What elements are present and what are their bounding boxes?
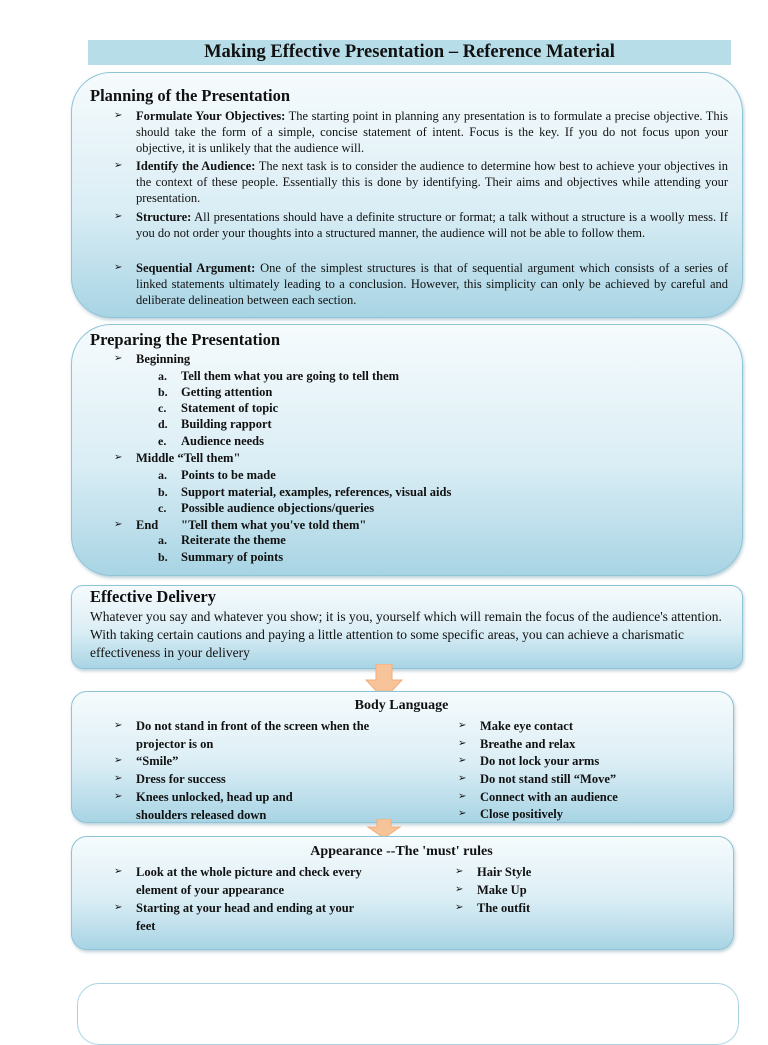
bullet-arrow-icon: ➢ <box>114 160 123 171</box>
bullet-arrow-icon: ➢ <box>114 866 123 877</box>
beginning-label: Beginning <box>136 352 191 366</box>
body-left-item: Do not stand in front of the screen when the projector is on <box>136 719 370 751</box>
bullet-arrow-icon: ➢ <box>455 902 464 913</box>
bullet-arrow-icon: ➢ <box>114 720 123 731</box>
list-letter: c. <box>158 501 167 515</box>
list-item: Support material, examples, references, visual aids <box>181 485 452 499</box>
list-letter: c. <box>158 401 167 415</box>
list-item: Building rapport <box>181 417 272 431</box>
planning-heading: Planning of the Presentation <box>90 86 290 105</box>
planning-item-sequential <box>136 260 728 308</box>
list-letter: a. <box>158 468 167 482</box>
delivery-heading: Effective Delivery <box>90 587 216 606</box>
list-item: Tell them what you are going to tell them <box>181 369 400 383</box>
bullet-arrow-icon: ➢ <box>114 110 123 121</box>
end-quote: "Tell them what you've told them" <box>181 518 367 532</box>
appearance-heading: Appearance --The 'must' rules <box>310 844 493 859</box>
desc: The starting point in planning any presentation is to formulate a precise objective. This should take the form of a simple, concise statement of intent. Focus is the key. If you do not focus upon your objective, it is unlikely that the audience will. <box>136 109 729 155</box>
body-right-item: Do not lock your arms <box>480 754 600 768</box>
appearance-right-item: Make Up <box>477 883 527 897</box>
appearance-right-item: The outfit <box>477 901 531 915</box>
body-right-item: Connect with an audience <box>480 790 618 804</box>
list-item: Possible audience objections/queries <box>181 501 375 515</box>
list-item: Summary of points <box>181 550 284 564</box>
appearance-left-item: Look at the whole picture and check every element of your appearance <box>136 865 362 897</box>
bullet-arrow-icon: ➢ <box>114 902 123 913</box>
list-letter: e. <box>158 434 167 448</box>
bullet-arrow-icon: ➢ <box>455 884 464 895</box>
planning-item-structure <box>136 209 728 241</box>
body-right-item: Make eye contact <box>480 719 574 733</box>
bullet-arrow-icon: ➢ <box>114 773 123 784</box>
desc: The next task is to consider the audience to determine how best to achieve your objectives in the context of these people. Essentially this is done by identifying. Their aims and objectives while attending your presentation. <box>136 159 728 205</box>
body-left-item: Knees unlocked, head up and shoulders released down <box>136 790 293 822</box>
bullet-arrow-icon: ➢ <box>114 262 123 273</box>
body-right-item: Do not stand still “Move” <box>480 772 617 786</box>
bullet-arrow-icon: ➢ <box>114 353 123 364</box>
preparing-heading: Preparing the Presentation <box>90 330 281 349</box>
appearance-right-item: Hair Style <box>477 865 532 879</box>
list-letter: d. <box>158 417 168 431</box>
list-item: Statement of topic <box>181 401 279 415</box>
bullet-arrow-icon: ➢ <box>458 720 467 731</box>
bullet-arrow-icon: ➢ <box>114 519 123 530</box>
list-letter: b. <box>158 550 168 564</box>
bullet-arrow-icon: ➢ <box>458 808 467 819</box>
term: Identify the Audience: <box>136 159 256 173</box>
term: Formulate Your Objectives: <box>136 109 286 123</box>
list-letter: a. <box>158 533 167 547</box>
bullet-arrow-icon: ➢ <box>114 211 123 222</box>
list-item: Reiterate the theme <box>181 533 286 547</box>
bullet-arrow-icon: ➢ <box>114 452 123 463</box>
bullet-arrow-icon: ➢ <box>458 738 467 749</box>
bullet-arrow-icon: ➢ <box>458 755 467 766</box>
body-left-item: “Smile” <box>136 754 179 768</box>
term: Structure: <box>136 210 192 224</box>
bullet-arrow-icon: ➢ <box>114 755 123 766</box>
desc: One of the simplest structures is that of sequential argument which consists of a series of linked statements ultimately leading to a conclusion. However, this simplicity can only be achieved by careful and deliberate delineation between each section. <box>136 261 728 307</box>
bullet-arrow-icon: ➢ <box>458 773 467 784</box>
body-right-item: Breathe and relax <box>480 737 576 751</box>
end-label: End <box>136 518 159 532</box>
bullet-arrow-icon: ➢ <box>114 791 123 802</box>
empty-panel <box>77 983 739 1045</box>
list-letter: b. <box>158 385 168 399</box>
bullet-arrow-icon: ➢ <box>458 791 467 802</box>
list-item: Points to be made <box>181 468 276 482</box>
middle-label: Middle “Tell them" <box>136 451 241 465</box>
delivery-text: Whatever you say and whatever you show; it is you, yourself which will remain the focus of the audience's attention. With taking certain cautions and paying a little attention to some specific areas, you can achieve a charismatic effectiveness in your delivery <box>90 609 722 660</box>
planning-item-objectives <box>136 108 728 156</box>
list-item: Getting attention <box>181 385 273 399</box>
body-left-item: Dress for success <box>136 772 226 786</box>
list-letter: b. <box>158 485 168 499</box>
planning-item-audience <box>136 158 728 206</box>
bullet-arrow-icon: ➢ <box>455 866 464 877</box>
page-title: Making Effective Presentation – Reference Material <box>88 40 731 65</box>
term: Sequential Argument: <box>136 261 256 275</box>
desc: All presentations should have a definite structure or format; a talk without a structure is a woolly mess. If you do not order your thoughts into a structured manner, the audience will not be able to follow them. <box>136 210 728 240</box>
body-language-heading: Body Language <box>354 698 449 713</box>
list-item: Audience needs <box>181 434 264 448</box>
body-right-item: Close positively <box>480 807 563 821</box>
appearance-left-item: Starting at your head and ending at your feet <box>136 901 354 933</box>
list-letter: a. <box>158 369 167 383</box>
